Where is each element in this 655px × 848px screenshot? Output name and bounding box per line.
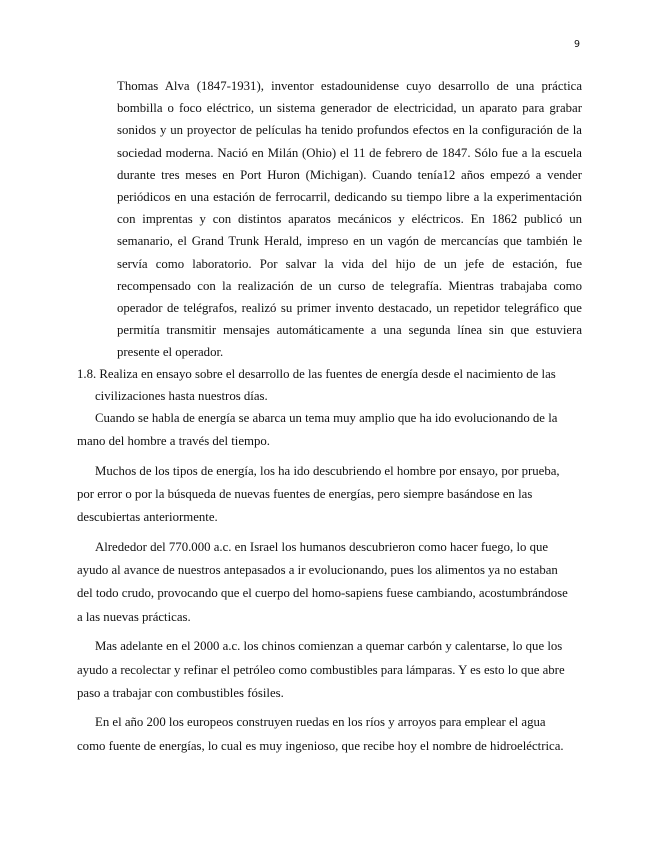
paragraph: En el año 200 los europeos construyen ruedas en los ríos y arroyos para emplear el agua como fuente de energías, lo cual es muy ingenioso, que recibe hoy el nombre de hidroeléctrica.	[77, 715, 564, 753]
essay-body	[77, 407, 571, 764]
block-quote	[117, 75, 582, 364]
item-line-1: 1.8. Realiza en ensayo sobre el desarrollo de las fuentes de energía desde el nacimiento de las	[77, 367, 556, 381]
item-line-2: civilizaciones hasta nuestros días.	[95, 389, 268, 404]
numbered-item	[77, 363, 567, 407]
paragraph: Mas adelante en el 2000 a.c. los chinos comienzan a quemar carbón y calentarse, lo que los ayudo a recolectar y refinar el petróleo como combustibles para lámparas. Y es esto lo que abre paso a trabajar con combustibles fósiles.	[77, 639, 565, 700]
paragraph: Alrededor del 770.000 a.c. en Israel los humanos descubrieron como hacer fuego, lo que ayudo al avance de nuestros antepasados a ir evolucionando, pues los alimentos ya no estaban del todo crudo, provocando que el cuerpo del homo-sapiens fuese cambiando, acostumbrándose a las nuevas prácticas.	[77, 540, 568, 624]
page-number: 9	[573, 39, 580, 50]
paragraph: Cuando se habla de energía se abarca un tema muy amplio que ha ido evolucionando de la mano del hombre a través del tiempo.	[77, 411, 558, 449]
paragraph: Muchos de los tipos de energía, los ha ido descubriendo el hombre por ensayo, por prueba, por error o por la búsqueda de nuevas fuentes de energías, pero siempre basándose en las descubiertas anteriormente.	[77, 463, 560, 525]
quote-text: Thomas Alva (1847-1931), inventor estadounidense cuyo desarrollo de una práctica bombilla o foco eléctrico, un sistema generador de electricidad, un aparato para grabar sonidos y un proyector de películas ha tenido profundos efectos en la configuración de la sociedad moderna. Nació en Milán (Ohio) el 11 de febrero de 1847. Sólo fue a la escuela durante tres meses en Port Huron (Michigan). Cuando tenía12 años empezó a vender periódicos en una estación de ferrocarril, dedicando su tiempo libre a la experimentación con imprentas y con distintos aparatos mecánicos y eléctricos. En 1862 publicó un semanario, el Grand Trunk Herald, impreso en un vagón de mercancías que también le servía como laboratorio. Por salvar la vida del hijo de un jefe de estación, fue recompensado con la realización de un curso de telegrafía. Mientras trabajaba como operador de telégrafos, realizó su primer invento destacado, un repetidor telegráfico que permitía transmitir mensajes automáticamente a una segunda línea sin que estuviera presente el operador.	[117, 79, 582, 360]
